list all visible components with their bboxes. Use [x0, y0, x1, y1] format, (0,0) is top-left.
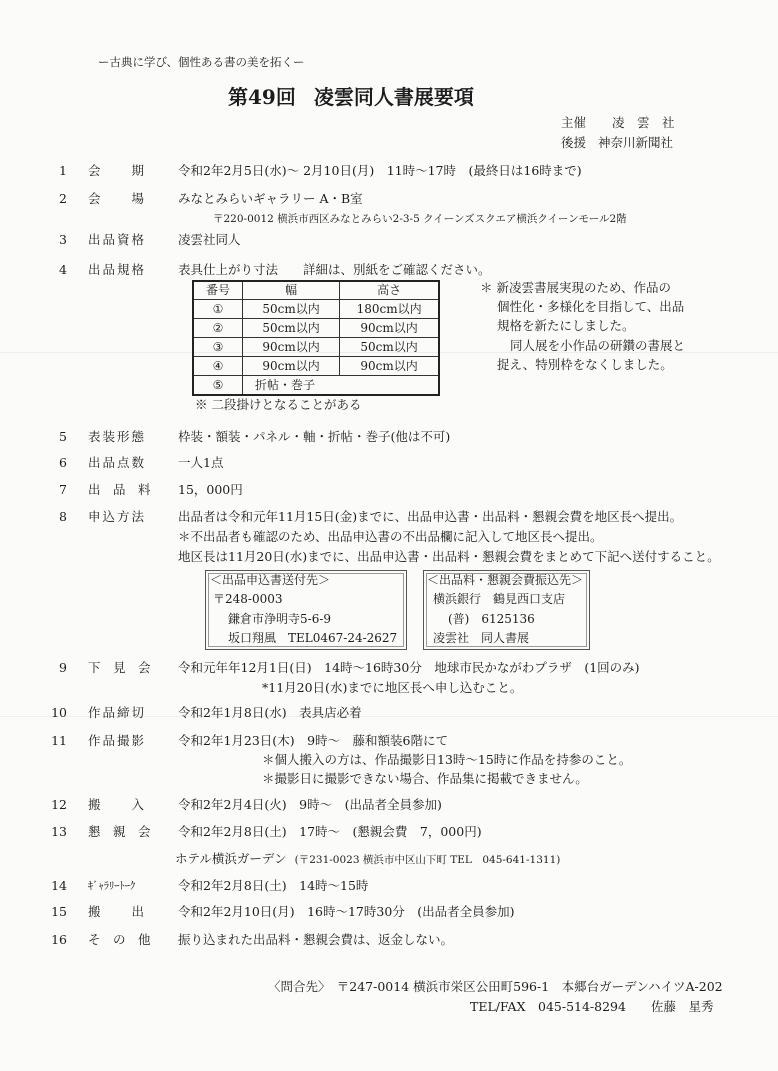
- item-note: ＊撮影日に撮影できない場合、作品集に掲載できません。: [262, 771, 588, 786]
- item-number: 8: [59, 509, 67, 524]
- item-eligibility: [0, 232, 778, 248]
- item-number: 12: [51, 797, 67, 812]
- box-heading: ＜出品料・懇親会費振込先＞: [427, 573, 584, 587]
- item-content: 令和2年2月8日(土) 14時～15時: [178, 878, 369, 893]
- item-number: 9: [59, 660, 67, 675]
- size-height: 180cm以内: [340, 300, 439, 319]
- size-height: 90cm以内: [340, 357, 439, 376]
- payment-account-box: [423, 570, 590, 650]
- item-carry-out: [0, 904, 778, 920]
- bank-name: 横浜銀行 鶴見西口支店: [433, 592, 566, 606]
- size-width: 50cm以内: [242, 300, 339, 319]
- item-number: 6: [59, 455, 67, 470]
- item-other: [0, 932, 778, 948]
- item-note: 地区長は11月20日(水)までに、出品申込書・出品料・懇親会費をまとめて下記へ送付すること。: [178, 549, 720, 564]
- item-number: 14: [51, 878, 67, 893]
- size-width: 50cm以内: [242, 319, 339, 338]
- column-header: 高さ: [340, 281, 439, 300]
- box-heading: ＜出品申込書送付先＞: [210, 573, 331, 587]
- table-row: [193, 338, 439, 357]
- item-period: [0, 163, 778, 179]
- item-content: 凌雲社同人: [178, 232, 241, 247]
- item-content: 表具仕上がり寸法 詳細は、別紙をご確認ください。: [178, 262, 491, 277]
- item-number: 2: [59, 191, 67, 206]
- item-number: 3: [59, 232, 67, 247]
- support-name: 神奈川新聞社: [598, 135, 674, 150]
- item-label: 懇 親 会: [88, 824, 151, 839]
- size-height: 90cm以内: [340, 319, 439, 338]
- table-row: [193, 357, 439, 376]
- item-label: 搬 出: [88, 904, 147, 919]
- item-label: 出 品 料: [88, 482, 151, 497]
- item-label: 出品点数: [88, 455, 147, 470]
- venue-name: ホテル横浜ガーデン: [175, 851, 287, 866]
- item-content: 令和2年1月23日(木) 9時～ 藤和額装6階にて: [178, 733, 448, 748]
- column-header: 幅: [242, 281, 339, 300]
- size-number: ④: [193, 357, 242, 376]
- spec-remark-line: ＊ 新凌雲書展実現のため、作品の: [480, 280, 671, 295]
- host-name: 凌 雲 社: [612, 115, 675, 130]
- item-label: 下 見 会: [88, 660, 151, 675]
- spec-remark-line: 個性化・多様化を目指して、出品: [497, 299, 685, 314]
- item-number: 13: [51, 824, 67, 839]
- item-label: そ の 他: [88, 932, 151, 947]
- item-deadline: [0, 705, 778, 721]
- item-content: 令和2年2月8日(土) 17時～ (懇親会費 7，000円): [178, 824, 482, 839]
- postal-code: 〒248-0003: [213, 592, 283, 606]
- title-edition: 第49回: [228, 85, 296, 109]
- submission-address-box: [205, 570, 407, 650]
- item-content: 令和元年年12月1日(日) 14時～16時30分 地球市民かながわプラザ (1回のみ): [178, 660, 640, 675]
- size-number: ③: [193, 338, 242, 357]
- size-height: 50cm以内: [340, 338, 439, 357]
- item-label: 出品規格: [88, 262, 147, 277]
- reception-venue: [175, 851, 560, 868]
- item-note: *11月20日(水)までに地区長へ申し込むこと。: [262, 680, 523, 695]
- item-label: 作品撮影: [88, 733, 147, 748]
- item-label: 会 期: [88, 163, 147, 178]
- size-number: ②: [193, 319, 242, 338]
- size-format: 折帖・巻子: [242, 376, 439, 396]
- item-content: 令和2年2月10日(月) 16時～17時30分 (出品者全員参加): [178, 904, 515, 919]
- item-note: ＊不出品者も確認のため、出品申込書の不出品欄に記入して地区長へ提出。: [178, 529, 603, 544]
- item-number: 11: [51, 733, 67, 748]
- item-gallery-talk: [0, 878, 778, 894]
- item-content: 振り込まれた出品料・懇親会費は、返金しない。: [178, 932, 454, 947]
- size-number: ①: [193, 300, 242, 319]
- spec-remark-line: 捉え、特別枠をなくしました。: [497, 357, 673, 372]
- item-number: 4: [59, 262, 67, 277]
- column-header: 番号: [193, 281, 242, 300]
- item-number: 16: [51, 932, 67, 947]
- venue-address: 〒220-0012 横浜市西区みなとみらい2-3-5 クイーンズスクエア横浜クイーンモール2階: [213, 213, 627, 225]
- contact-address: 〈問合先〉 〒247-0014 横浜市栄区公田町596-1 本郷台ガーデンハイツA-202: [268, 979, 723, 994]
- item-application: [0, 509, 778, 525]
- address: 鎌倉市浄明寺5-6-9: [228, 612, 332, 626]
- host-label: 主催: [561, 115, 587, 130]
- item-label: 表装形態: [88, 429, 147, 444]
- spec-remark-line: 同人展を小作品の研鑽の書展と: [510, 338, 686, 353]
- item-photography: [0, 733, 778, 749]
- table-row: [193, 319, 439, 338]
- item-reception: [0, 824, 778, 840]
- item-note: ＊個人搬入の方は、作品撮影日13時～15時に作品を持参のこと。: [262, 752, 632, 767]
- page-title: [228, 84, 474, 110]
- account-number: (普) 6125136: [448, 612, 535, 626]
- account-holder: 凌雲社 同人書展: [433, 631, 530, 645]
- item-label: 出品資格: [88, 232, 147, 247]
- item-label: 搬 入: [88, 797, 147, 812]
- table-row: [193, 300, 439, 319]
- table-header-row: [193, 281, 439, 300]
- size-width: 90cm以内: [242, 357, 339, 376]
- item-number: 15: [51, 904, 67, 919]
- item-specification: [0, 262, 778, 278]
- size-number: ⑤: [193, 376, 242, 396]
- title-name: 凌雲同人書展要項: [313, 85, 474, 109]
- contact-person: 坂口翔風 TEL0467-24-2627: [228, 631, 398, 645]
- item-label: 作品締切: [88, 705, 147, 720]
- item-fee: [0, 482, 778, 498]
- table-row: [193, 376, 439, 396]
- item-number: 5: [59, 429, 67, 444]
- item-content: 一人1点: [178, 455, 224, 470]
- item-content: みなとみらいギャラリー A・B室: [178, 191, 363, 206]
- item-content: 15，000円: [178, 482, 243, 497]
- spec-remark-line: 規格を新たにしました。: [497, 318, 635, 333]
- venue-detail: (〒231-0023 横浜市中区山下町 TEL 045-641-1311): [294, 854, 561, 866]
- item-content: 令和2年2月5日(水)～ 2月10日(月) 11時～17時 (最終日は16時まで): [178, 163, 582, 178]
- item-preview: [0, 660, 778, 676]
- item-content: 令和2年2月4日(火) 9時～ (出品者全員参加): [178, 797, 442, 812]
- table-note: ※ 二段掛けとなることがある: [195, 397, 362, 412]
- item-venue: [0, 191, 778, 207]
- support-label: 後援: [561, 135, 587, 150]
- item-label: 会 場: [88, 191, 147, 206]
- item-carry-in: [0, 797, 778, 813]
- item-number: 10: [51, 705, 67, 720]
- item-count: [0, 455, 778, 471]
- size-width: 90cm以内: [242, 338, 339, 357]
- item-content: 枠装・額装・パネル・軸・折帖・巻子(他は不可): [178, 429, 451, 444]
- item-number: 1: [59, 163, 67, 178]
- item-mounting: [0, 429, 778, 445]
- item-content: 出品者は令和元年11月15日(金)までに、出品申込書・出品料・懇親会費を地区長へ提出。: [178, 509, 683, 524]
- size-spec-table: [192, 280, 440, 396]
- item-number: 7: [59, 482, 67, 497]
- item-label: ｷﾞｬﾗﾘｰﾄｰｸ: [88, 880, 136, 892]
- item-label: 申込方法: [88, 509, 147, 524]
- contact-phone: TEL/FAX 045-514-8294 佐藤 星秀: [470, 999, 714, 1014]
- motto: ー古典に学び、個性ある書の美を拓くー: [98, 55, 305, 69]
- item-content: 令和2年1月8日(水) 表具店必着: [178, 705, 362, 720]
